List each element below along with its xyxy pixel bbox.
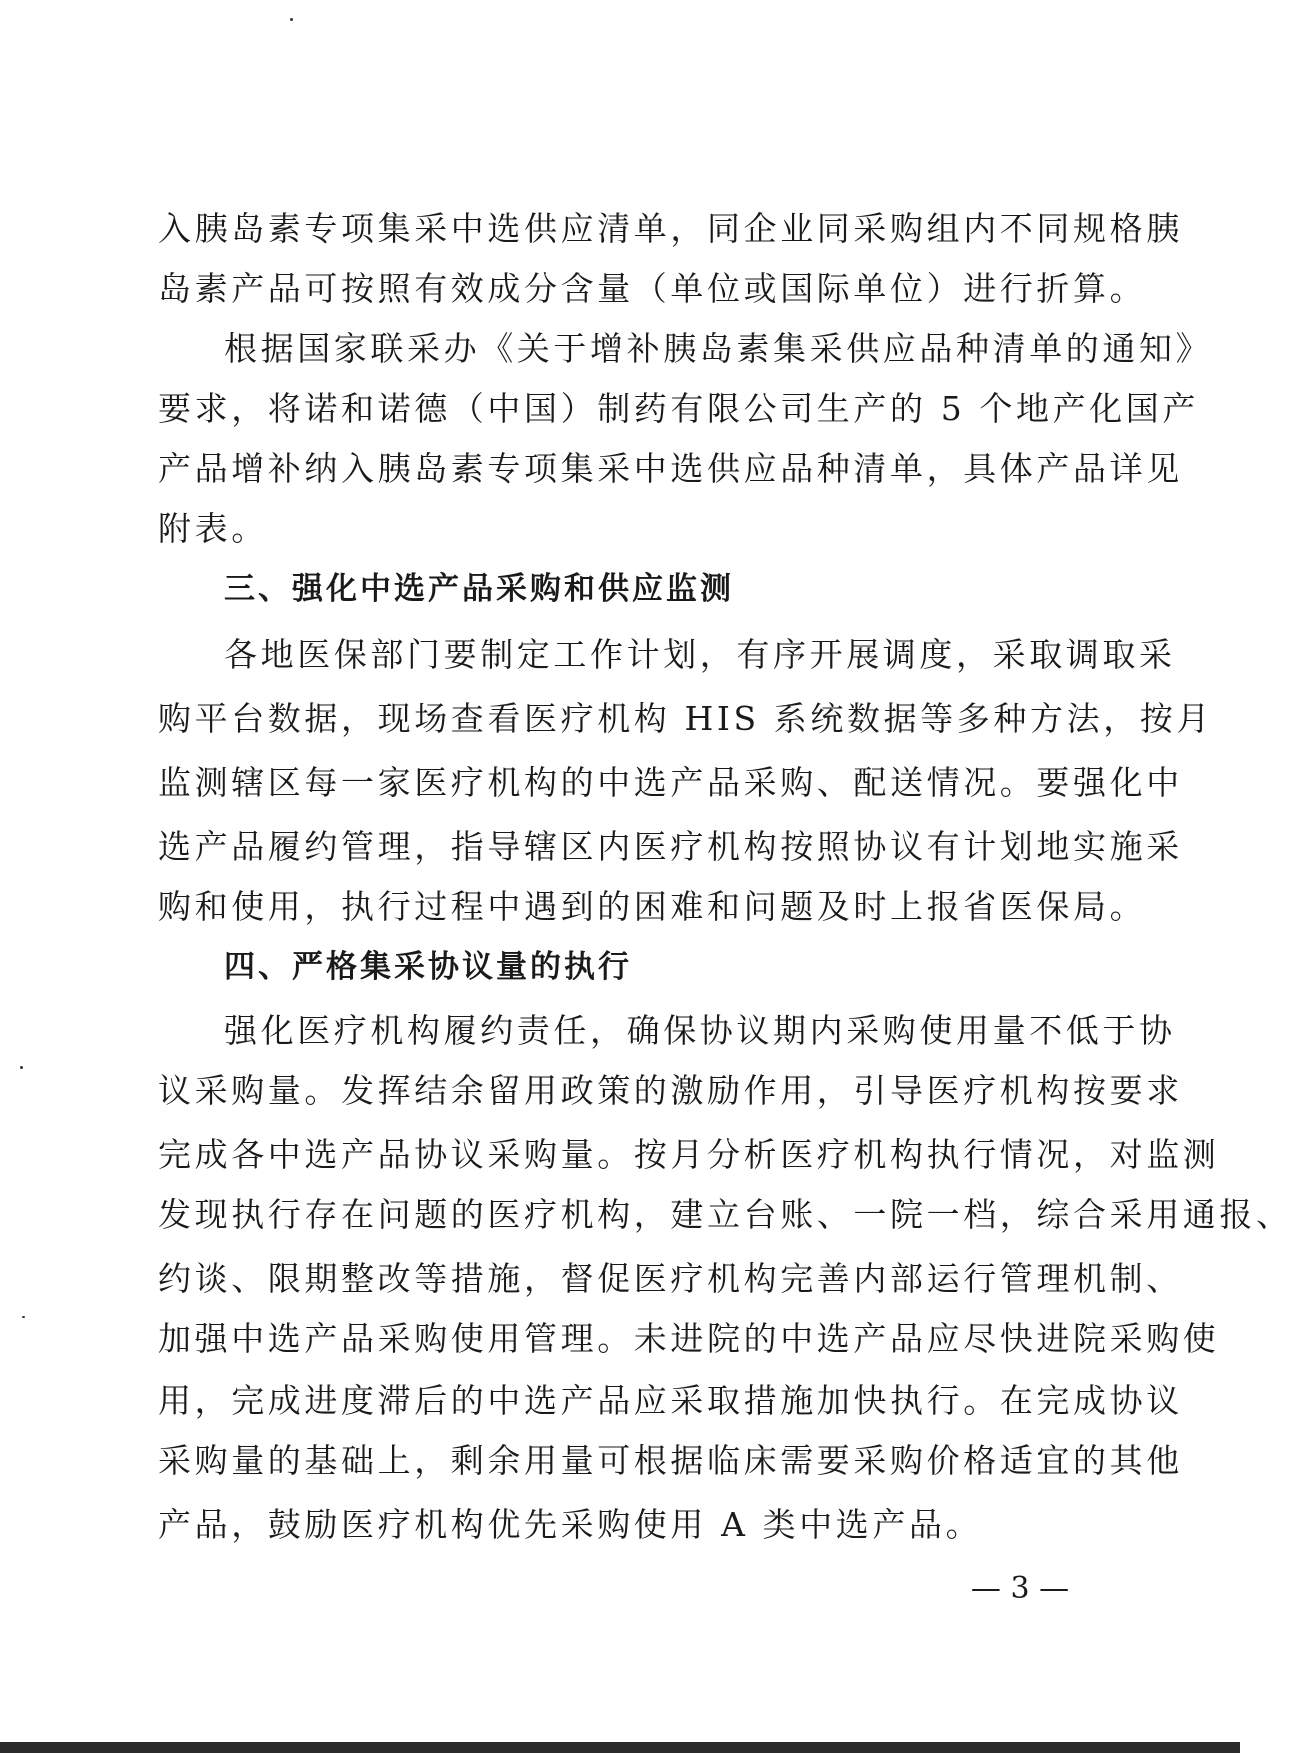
section-heading-4: 四、严格集采协议量的执行 (224, 949, 632, 985)
paragraph-1-line-1: 入胰岛素专项集采中选供应清单，同企业同采购组内不同规格胰 (158, 209, 1183, 248)
paragraph-3-line-3: 监测辖区每一家医疗机构的中选产品采购、配送情况。要强化中 (158, 763, 1183, 802)
paragraph-3-line-1: 各地医保部门要制定工作计划，有序开展调度，采取调取采 (224, 635, 1176, 674)
paragraph-4-line-9: 产品，鼓励医疗机构优先采购使用 A 类中选产品。 (158, 1505, 983, 1544)
paragraph-1-line-2: 岛素产品可按照有效成分含量（单位或国际单位）进行折算。 (158, 269, 1147, 308)
paragraph-2-line-2: 要求，将诺和诺德（中国）制药有限公司生产的 5 个地产化国产 (158, 389, 1199, 428)
paragraph-4-line-3: 完成各中选产品协议采购量。按月分析医疗机构执行情况，对监测 (158, 1135, 1220, 1174)
scan-speck (22, 1316, 25, 1318)
page-number: — 3 — (970, 1571, 1070, 1606)
paragraph-2-line-3: 产品增补纳入胰岛素专项集采中选供应品种清单，具体产品详见 (158, 449, 1183, 488)
scan-speck (20, 1066, 23, 1069)
scan-speck (290, 18, 293, 21)
paragraph-3-line-4: 选产品履约管理，指导辖区内医疗机构按照协议有计划地实施采 (158, 827, 1183, 866)
paragraph-3-line-5: 购和使用，执行过程中遇到的困难和问题及时上报省医保局。 (158, 887, 1147, 926)
paragraph-4-line-6: 加强中选产品采购使用管理。未进院的中选产品应尽快进院采购使 (158, 1319, 1220, 1358)
paragraph-2-line-4: 附表。 (158, 509, 268, 548)
section-heading-3: 三、强化中选产品采购和供应监测 (224, 571, 734, 607)
paragraph-4-line-7: 用，完成进度滞后的中选产品应采取措施加快执行。在完成协议 (158, 1381, 1183, 1420)
paragraph-2-line-1: 根据国家联采办《关于增补胰岛素集采供应品种清单的通知》 (224, 329, 1213, 368)
paragraph-4-line-1: 强化医疗机构履约责任，确保协议期内采购使用量不低于协 (224, 1011, 1176, 1050)
paragraph-4-line-5: 约谈、限期整改等措施，督促医疗机构完善内部运行管理机制、 (158, 1259, 1183, 1298)
paragraph-3-line-2: 购平台数据，现场查看医疗机构 HIS 系统数据等多种方法，按月 (158, 699, 1214, 738)
paragraph-4-line-2: 议采购量。发挥结余留用政策的激励作用，引导医疗机构按要求 (158, 1071, 1183, 1110)
paragraph-4-line-4: 发现执行存在问题的医疗机构，建立台账、一院一档，综合采用通报、 (158, 1195, 1293, 1234)
paragraph-4-line-8: 采购量的基础上，剩余用量可根据临床需要采购价格适宜的其他 (158, 1441, 1183, 1480)
scan-edge-bar (0, 1742, 1240, 1753)
